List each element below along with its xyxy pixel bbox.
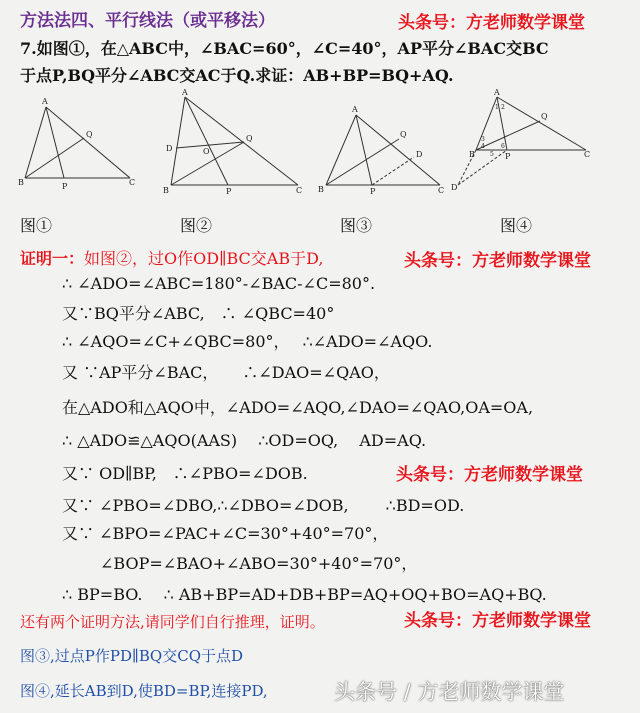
brand-inline: 头条号：方老师数学课堂 bbox=[396, 465, 583, 485]
problem-line-1 bbox=[20, 36, 549, 59]
svg-text:Q: Q bbox=[86, 130, 93, 139]
brand-footer: 头条号：方老师数学课堂 bbox=[404, 611, 591, 631]
proof-line-8: 又∵ ∠PBO=∠DBO,∴∠DBO=∠DOB, ∴BD=OD. bbox=[62, 496, 465, 515]
svg-text:A: A bbox=[42, 97, 48, 106]
figure-label-3: 图③ bbox=[340, 216, 373, 235]
svg-text:C: C bbox=[438, 186, 445, 195]
svg-text:Q: Q bbox=[541, 112, 548, 121]
proof-line-2: 又∵BQ平分∠ABC, ∴ ∠QBC=40° bbox=[62, 304, 335, 323]
proof-line-1: ∴ ∠ADO=∠ABC=180°-∠BAC-∠C=80°. bbox=[62, 274, 376, 293]
svg-text:1: 1 bbox=[495, 104, 499, 111]
figure-1 bbox=[25, 107, 130, 178]
proof-line-5: 在△ADO和△AQO中，∠ADO=∠AQO,∠DAO=∠QAO,OA=OA, bbox=[62, 398, 534, 417]
svg-text:2: 2 bbox=[501, 104, 505, 111]
svg-text:A: A bbox=[182, 88, 188, 97]
svg-text:B: B bbox=[469, 150, 475, 159]
figure-3 bbox=[326, 115, 440, 185]
proof-line-7: 又∵ OD∥BP, ∴∠PBO=∠DOB. bbox=[62, 464, 308, 483]
figures-panel bbox=[0, 85, 640, 205]
svg-text:A: A bbox=[352, 105, 358, 114]
svg-text:5: 5 bbox=[490, 151, 494, 158]
svg-text:D: D bbox=[166, 144, 173, 153]
fig3-hint bbox=[20, 645, 243, 666]
svg-text:C: C bbox=[129, 178, 136, 187]
svg-text:Q: Q bbox=[400, 130, 407, 139]
figure-label-1: 图① bbox=[20, 216, 53, 235]
fig4-hint bbox=[20, 680, 268, 701]
svg-text:D: D bbox=[416, 150, 423, 159]
watermark: 头条号 / 方老师数学课堂 bbox=[334, 680, 565, 704]
svg-text:D: D bbox=[451, 183, 458, 192]
problem-text-1: 7.如图①，在△ABC中，∠BAC=60°，∠C=40°，AP平分∠BAC交BC bbox=[20, 39, 549, 58]
proof-line-11: ∴ BP=BO. ∴ AB+BP=AD+DB+BP=AQ+OQ+BO=AQ+BQ. bbox=[62, 585, 547, 604]
svg-text:P: P bbox=[370, 187, 376, 196]
brand-header: 头条号：方老师数学课堂 bbox=[398, 13, 585, 33]
problem-line-2: 于点P,BQ平分∠ABC交AC于Q.求证：AB+BP=BQ+AQ. bbox=[20, 66, 454, 85]
svg-text:P: P bbox=[62, 182, 68, 191]
figure-4 bbox=[458, 97, 586, 185]
figure-label-4: 图④ bbox=[500, 216, 533, 235]
figure-2 bbox=[171, 97, 298, 185]
figure-label-2: 图② bbox=[180, 216, 213, 235]
svg-text:Q: Q bbox=[246, 134, 253, 143]
svg-text:A: A bbox=[494, 88, 500, 97]
svg-text:B: B bbox=[318, 185, 324, 194]
proof-line-6: ∴ △ADO≌△AQO(AAS) ∴OD=OQ, AD=AQ. bbox=[62, 431, 427, 450]
proof1-heading-line bbox=[20, 246, 323, 269]
svg-text:4: 4 bbox=[481, 143, 485, 150]
svg-text:C: C bbox=[296, 186, 303, 195]
other-methods-note: 还有两个证明方法,请同学们自行推理，证明。 bbox=[20, 613, 325, 631]
svg-text:B: B bbox=[18, 178, 24, 187]
svg-text:P: P bbox=[505, 152, 511, 161]
proof1-heading: 证明一： bbox=[20, 249, 85, 268]
fig4-hint-text: 图④,延长AB到D,使BD=BP,连接PD, bbox=[20, 682, 268, 700]
svg-text:O: O bbox=[203, 147, 210, 156]
svg-text:B: B bbox=[163, 186, 169, 195]
svg-text:C: C bbox=[584, 150, 591, 159]
svg-text:6: 6 bbox=[501, 143, 505, 150]
svg-text:P: P bbox=[226, 187, 232, 196]
proof-line-3: ∴ ∠AQO=∠C+∠QBC=80°， ∴∠ADO=∠AQO. bbox=[62, 332, 433, 351]
method-title: 方法法四、平行线法（或平移法） bbox=[20, 11, 275, 31]
proof-line-4: 又 ∵AP平分∠BAC， ∴∠DAO=∠QAO， bbox=[62, 363, 390, 382]
proof1-intro: 如图②，过O作OD∥BC交AB于D, bbox=[84, 249, 324, 268]
brand-proof: 头条号：方老师数学课堂 bbox=[404, 251, 591, 271]
proof-line-10: ∠BOP=∠BAO+∠ABO=30°+40°=70°， bbox=[100, 554, 418, 573]
svg-text:3: 3 bbox=[481, 136, 485, 143]
proof-line-9: 又∵ ∠BPO=∠PAC+∠C=30°+40°=70°， bbox=[62, 524, 389, 543]
fig3-hint-text: 图③,过点P作PD∥BQ交CQ于点D bbox=[20, 647, 244, 665]
